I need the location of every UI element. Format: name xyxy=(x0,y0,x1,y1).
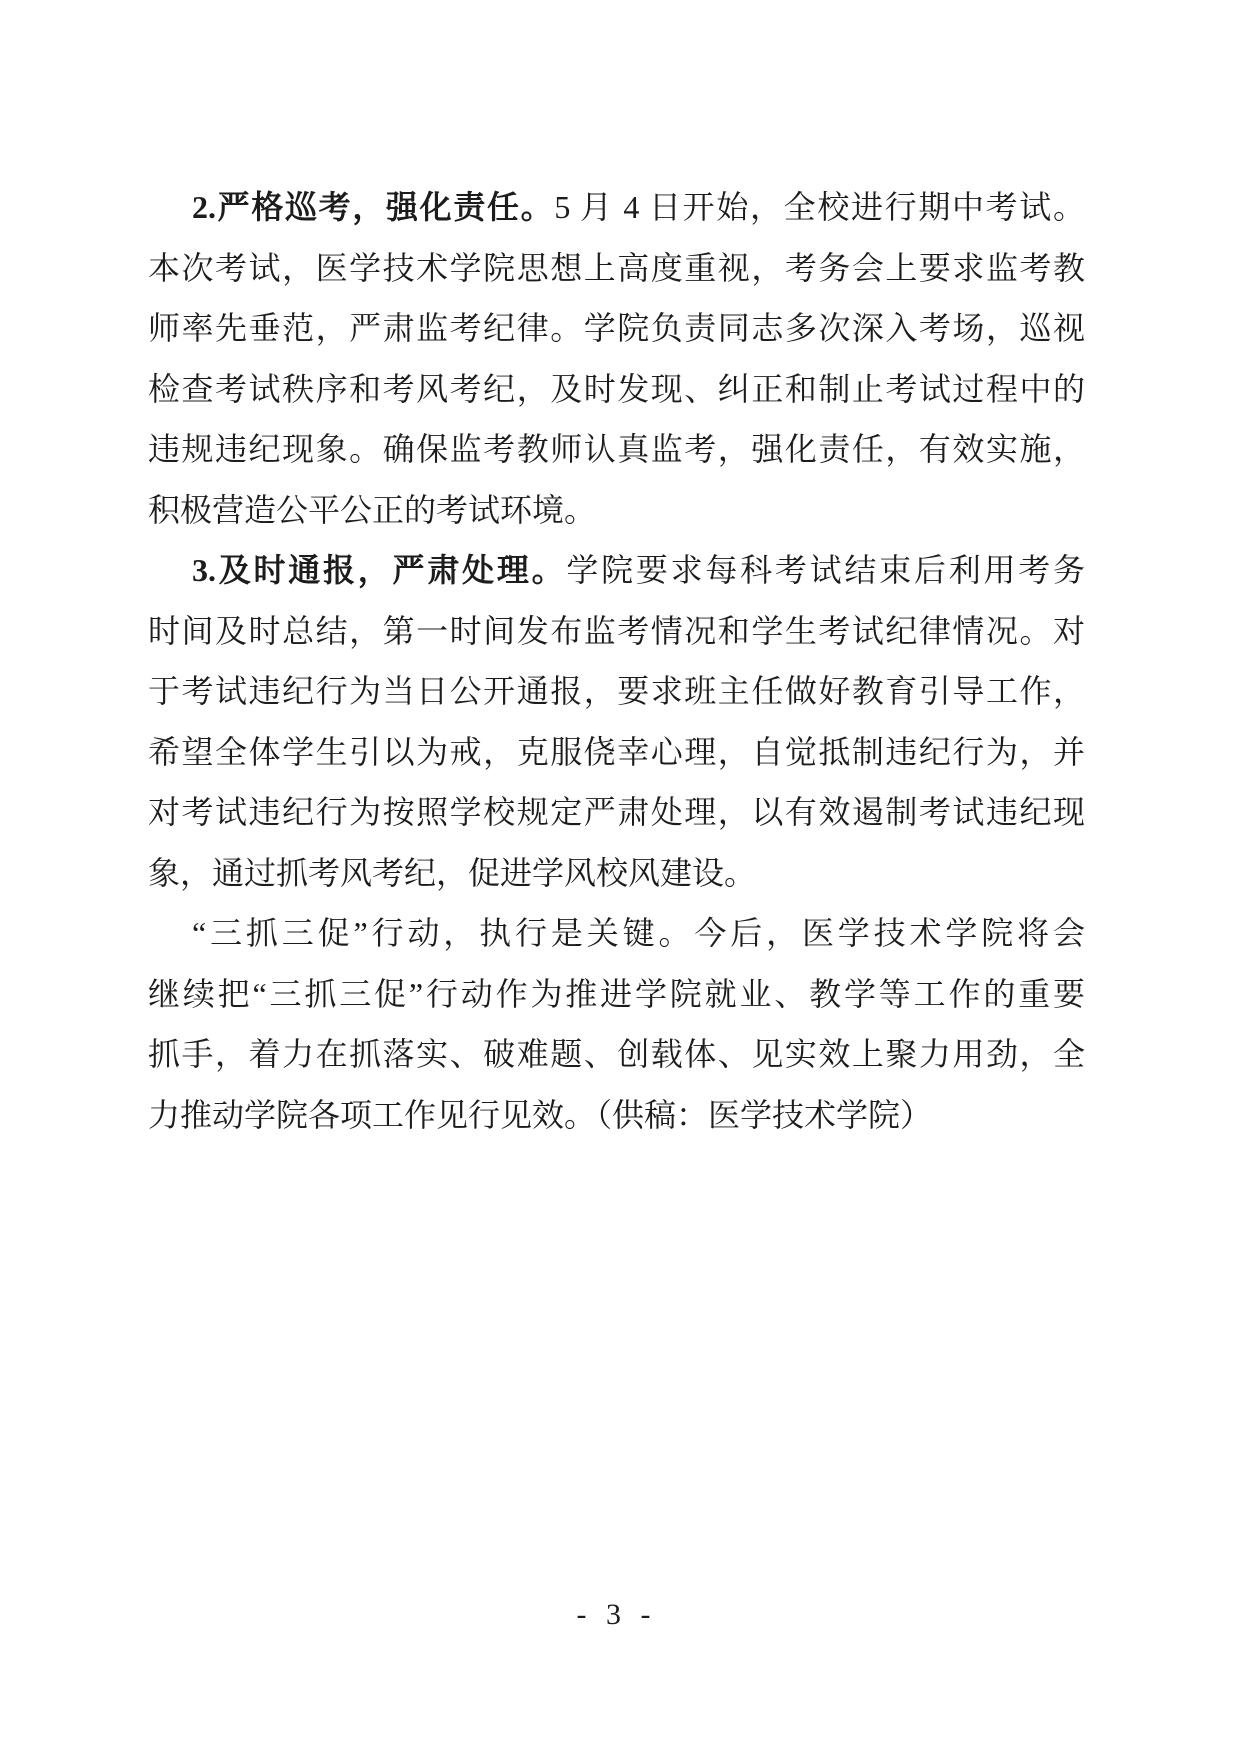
text-line xyxy=(148,298,1085,359)
paragraph-text: 5 月 4 日开始，全校进行期中考试。 xyxy=(554,189,1085,225)
paragraph-lead-bold: 2.严格巡考，强化责任。 xyxy=(192,189,555,225)
text-line xyxy=(148,1085,1085,1146)
paragraph-text: 时间及时总结，第一时间发布监考情况和学生考试纪律情况。对 xyxy=(148,612,1085,649)
page-number: - 3 - xyxy=(576,1598,657,1631)
paragraph-text: 于考试违纪行为当日公开通报，要求班主任做好教育引导工作， xyxy=(148,673,1085,709)
paragraph-text: 力推动学院各项工作见行见效。（供稿：医学技术学院） xyxy=(148,1096,933,1133)
paragraph-text: “三抓三促”行动，执行是关键。今后，医学技术学院将会 xyxy=(192,915,1085,951)
document-body xyxy=(148,177,1085,1145)
paragraph-text: 本次考试，医学技术学院思想上高度重视，考务会上要求监考教 xyxy=(148,249,1085,286)
text-line xyxy=(148,903,1085,964)
paragraph-text: 师率先垂范，严肃监考纪律。学院负责同志多次深入考场，巡视 xyxy=(148,310,1085,346)
paragraph-text: 违规违纪现象。确保监考教师认真监考，强化责任，有效实施， xyxy=(148,431,1085,467)
text-line xyxy=(148,238,1085,299)
text-line xyxy=(148,1024,1085,1085)
paragraph-text: 积极营造公平公正的考试环境。 xyxy=(148,491,597,528)
text-line xyxy=(148,359,1085,420)
text-line xyxy=(148,661,1085,722)
text-line xyxy=(148,419,1085,480)
text-line xyxy=(148,601,1085,662)
text-line xyxy=(148,540,1085,601)
paragraph-text: 继续把“三抓三促”行动作为推进学院就业、教学等工作的重要 xyxy=(148,975,1085,1012)
paragraph-lead-bold: 3.及时通报，严肃处理。 xyxy=(192,552,567,588)
text-line xyxy=(148,480,1085,541)
paragraph-text: 希望全体学生引以为戒，克服侥幸心理，自觉抵制违纪行为，并 xyxy=(148,733,1085,770)
text-line xyxy=(148,843,1085,904)
paragraph-text: 象，通过抓考风考纪，促进学风校风建设。 xyxy=(148,854,757,891)
text-line xyxy=(148,177,1085,238)
text-line xyxy=(148,964,1085,1025)
paragraph-text: 对考试违纪行为按照学校规定严肃处理，以有效遏制考试违纪现 xyxy=(148,794,1085,830)
text-line xyxy=(148,782,1085,843)
paragraph-text: 学院要求每科考试结束后利用考务 xyxy=(566,552,1085,588)
paragraph-text: 检查考试秩序和考风考纪，及时发现、纠正和制止考试过程中的 xyxy=(148,370,1085,407)
text-line xyxy=(148,722,1085,783)
paragraph-text: 抓手，着力在抓落实、破难题、创载体、见实效上聚力用劲，全 xyxy=(148,1036,1085,1072)
